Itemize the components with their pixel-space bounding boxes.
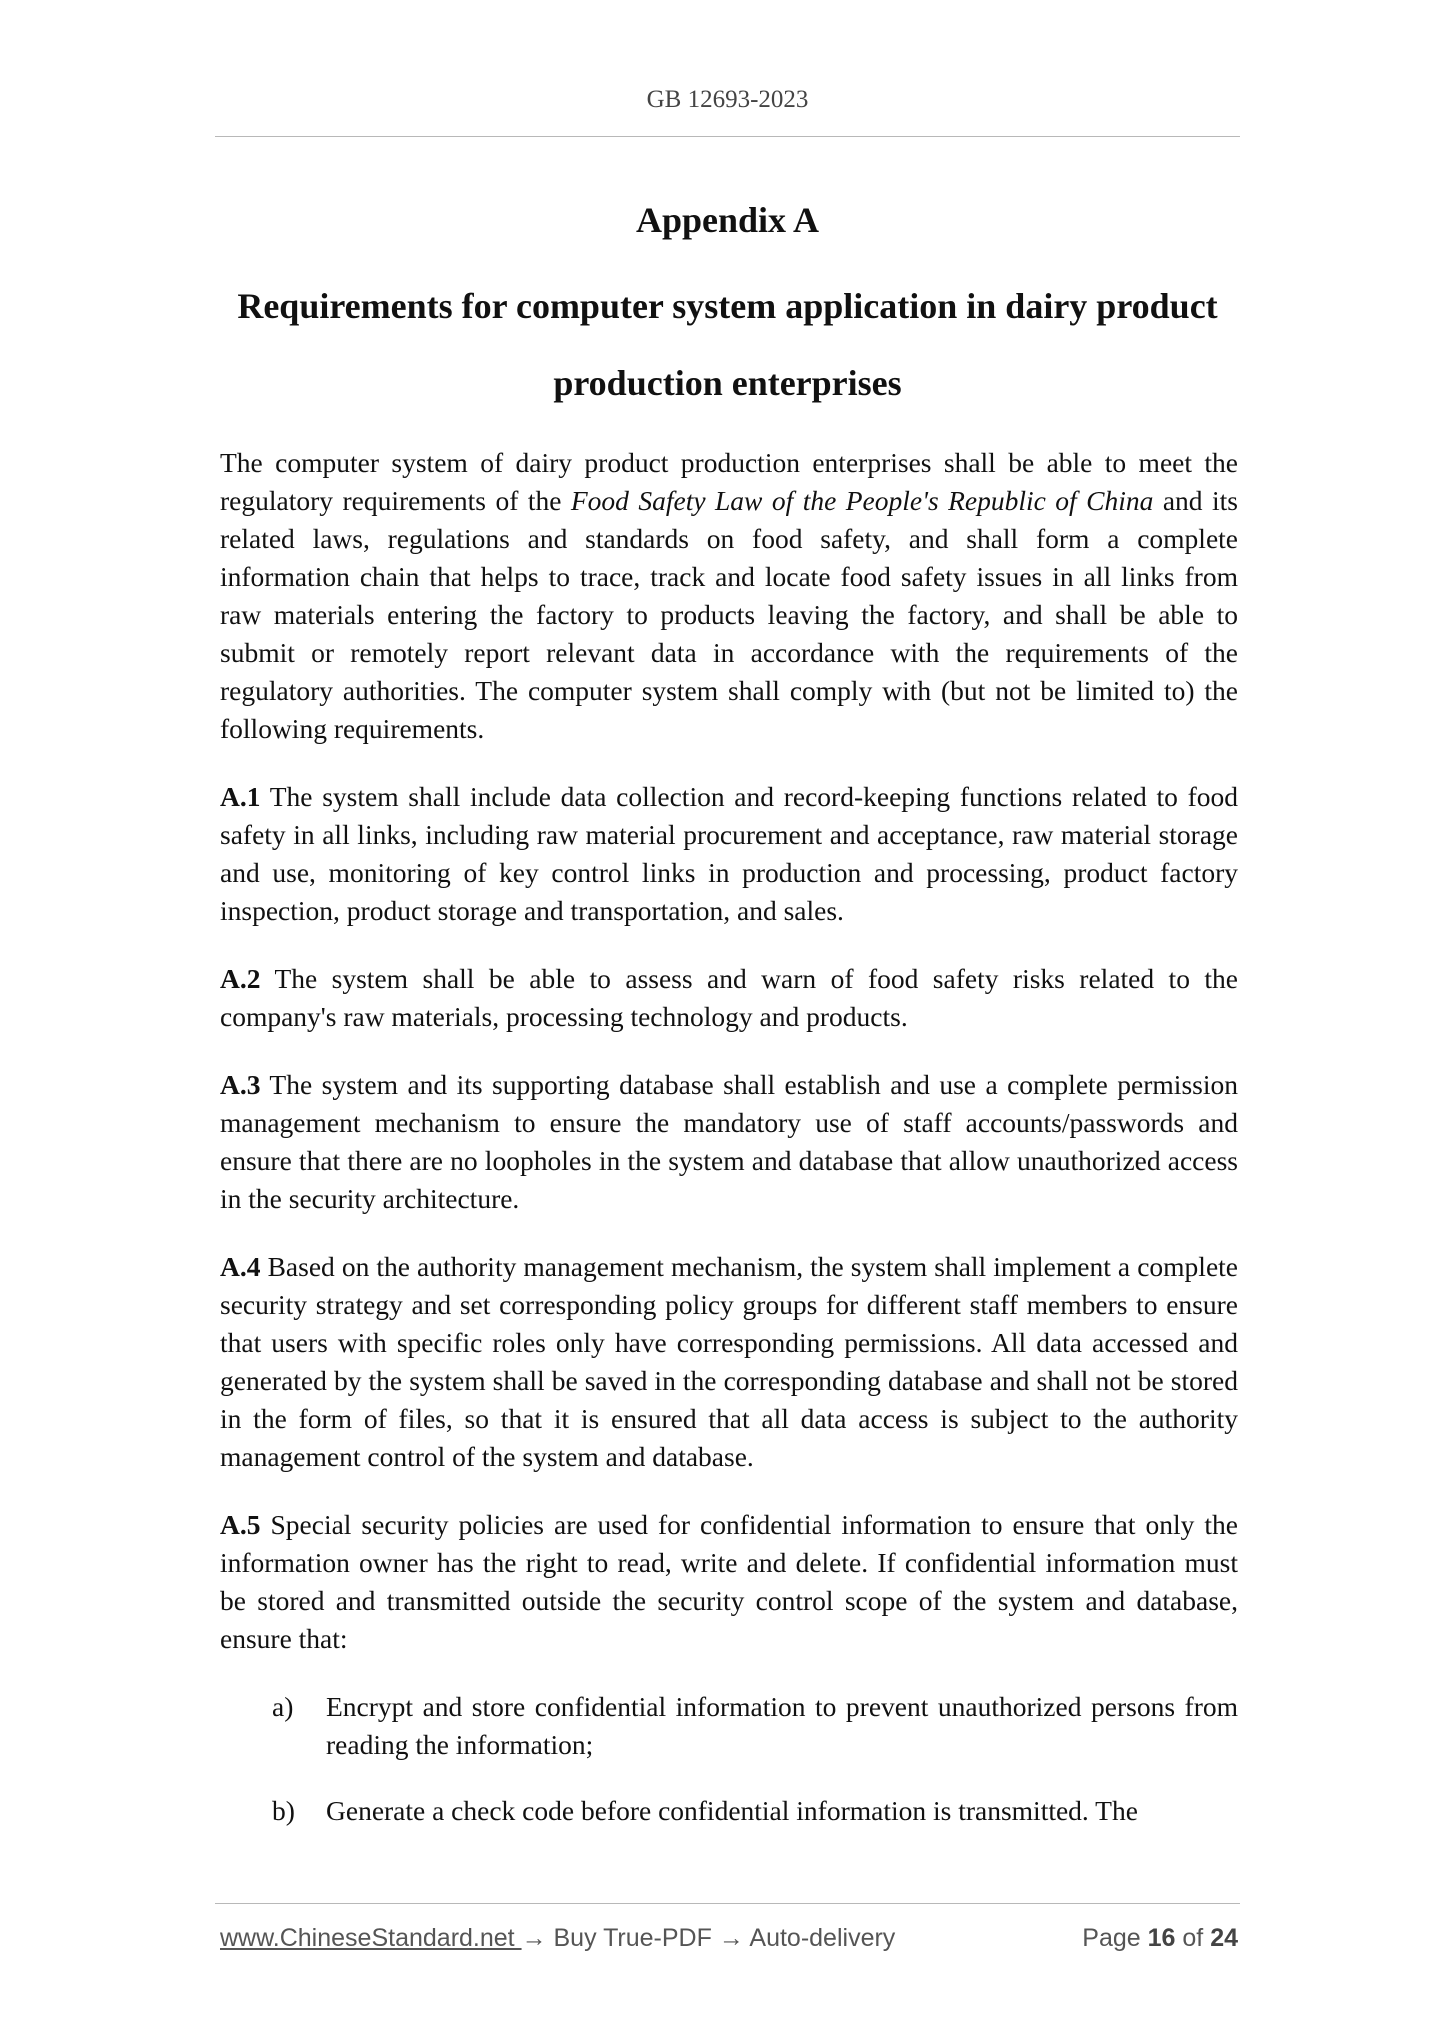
clause-number: A.2 [220, 963, 261, 994]
page-label: Page [1082, 1924, 1148, 1952]
clause-a4 [220, 1248, 1238, 1476]
document-id: GB 12693-2023 [646, 86, 809, 113]
clause-a2 [220, 960, 1238, 1036]
page-footer [220, 1924, 1238, 1953]
arrow-icon: → [521, 1924, 547, 1952]
appendix-title: Appendix A [635, 200, 820, 240]
current-page: 16 [1147, 1924, 1176, 1952]
clause-a3 [220, 1066, 1238, 1218]
list-marker: b) [272, 1795, 295, 1826]
list-item-text: Generate a check code before confidential information is transmitted. The [326, 1795, 1138, 1826]
clause-text: The system and its supporting database shall establish and use a complete permission management mechanism to ensure the mandatory use of staff accounts/passwords and ensure that there are no loopholes in the system and database that allow unauthorized access in the security architecture. [220, 1069, 1238, 1214]
document-body [220, 444, 1238, 1858]
footer-divider [215, 1903, 1240, 1904]
clause-a1 [220, 778, 1238, 930]
clause-text: Special security policies are used for confidential information to ensure that only the information owner has the right to read, write and delete. If confidential information must be stored and transmitted outside the security control scope of the system and database, ensure that: [220, 1509, 1238, 1654]
clause-text: The system shall include data collection and record-keeping functions related to food safety in all links, including raw material procurement and acceptance, raw material storage and use, monitoring of key control links in production and processing, product factory inspection, product storage and transportation, and sales. [220, 781, 1238, 926]
total-pages: 24 [1210, 1924, 1238, 1952]
law-name: Food Safety Law of the People's Republic of China [570, 485, 1154, 516]
list-item-b [220, 1792, 1238, 1830]
buy-true-pdf-text: Buy True-PDF [546, 1924, 719, 1952]
clause-a5 [220, 1506, 1238, 1658]
clause-number: A.5 [220, 1509, 261, 1540]
page-of-label: of [1175, 1924, 1211, 1952]
clause-number: A.4 [220, 1251, 261, 1282]
intro-text-part-2: and its related laws, regulations and standards on food safety, and shall form a complete information chain that helps to trace, track and locate food safety issues in all links from raw materials entering the factory to products leaving the factory, and shall be able to submit or remotely report relevant data in accordance with the requirements of the regulatory authorities. The computer system shall comply with (but not be limited to) the following requirements. [220, 485, 1238, 744]
clause-text: Based on the authority management mechanism, the system shall implement a complete security strategy and set corresponding policy groups for different staff members to ensure that users with specific roles only have corresponding permissions. All data accessed and generated by the system shall be saved in the corresponding database and shall not be stored in the form of files, so that it is ensured that all data access is subject to the authority management control of the system and database. [220, 1251, 1238, 1472]
auto-delivery-text: Auto-delivery [743, 1924, 896, 1952]
list-item-a [220, 1688, 1238, 1764]
arrow-icon: → [718, 1924, 744, 1952]
page-header [215, 86, 1240, 114]
page-number [1082, 1924, 1238, 1953]
list-item-text: Encrypt and store confidential information to prevent unauthorized persons from reading the information; [326, 1691, 1238, 1760]
clause-text: The system shall be able to assess and warn of food safety risks related to the company's raw materials, processing technology and products. [220, 963, 1238, 1032]
header-divider [215, 136, 1240, 137]
intro-paragraph [220, 444, 1238, 748]
intro-text-part-1: The computer system of dairy product production enterprises shall be able to meet the regulatory requirements of the [220, 447, 1238, 516]
clause-number: A.3 [220, 1069, 261, 1100]
appendix-subtitle-line-1: Requirements for computer system application in dairy product [237, 286, 1218, 326]
list-marker: a) [272, 1691, 294, 1722]
clause-number: A.1 [220, 781, 261, 812]
website-link[interactable]: www.ChineseStandard.net [220, 1924, 522, 1952]
appendix-subtitle-line-2: production enterprises [553, 363, 902, 403]
appendix-subtitle [215, 268, 1240, 422]
